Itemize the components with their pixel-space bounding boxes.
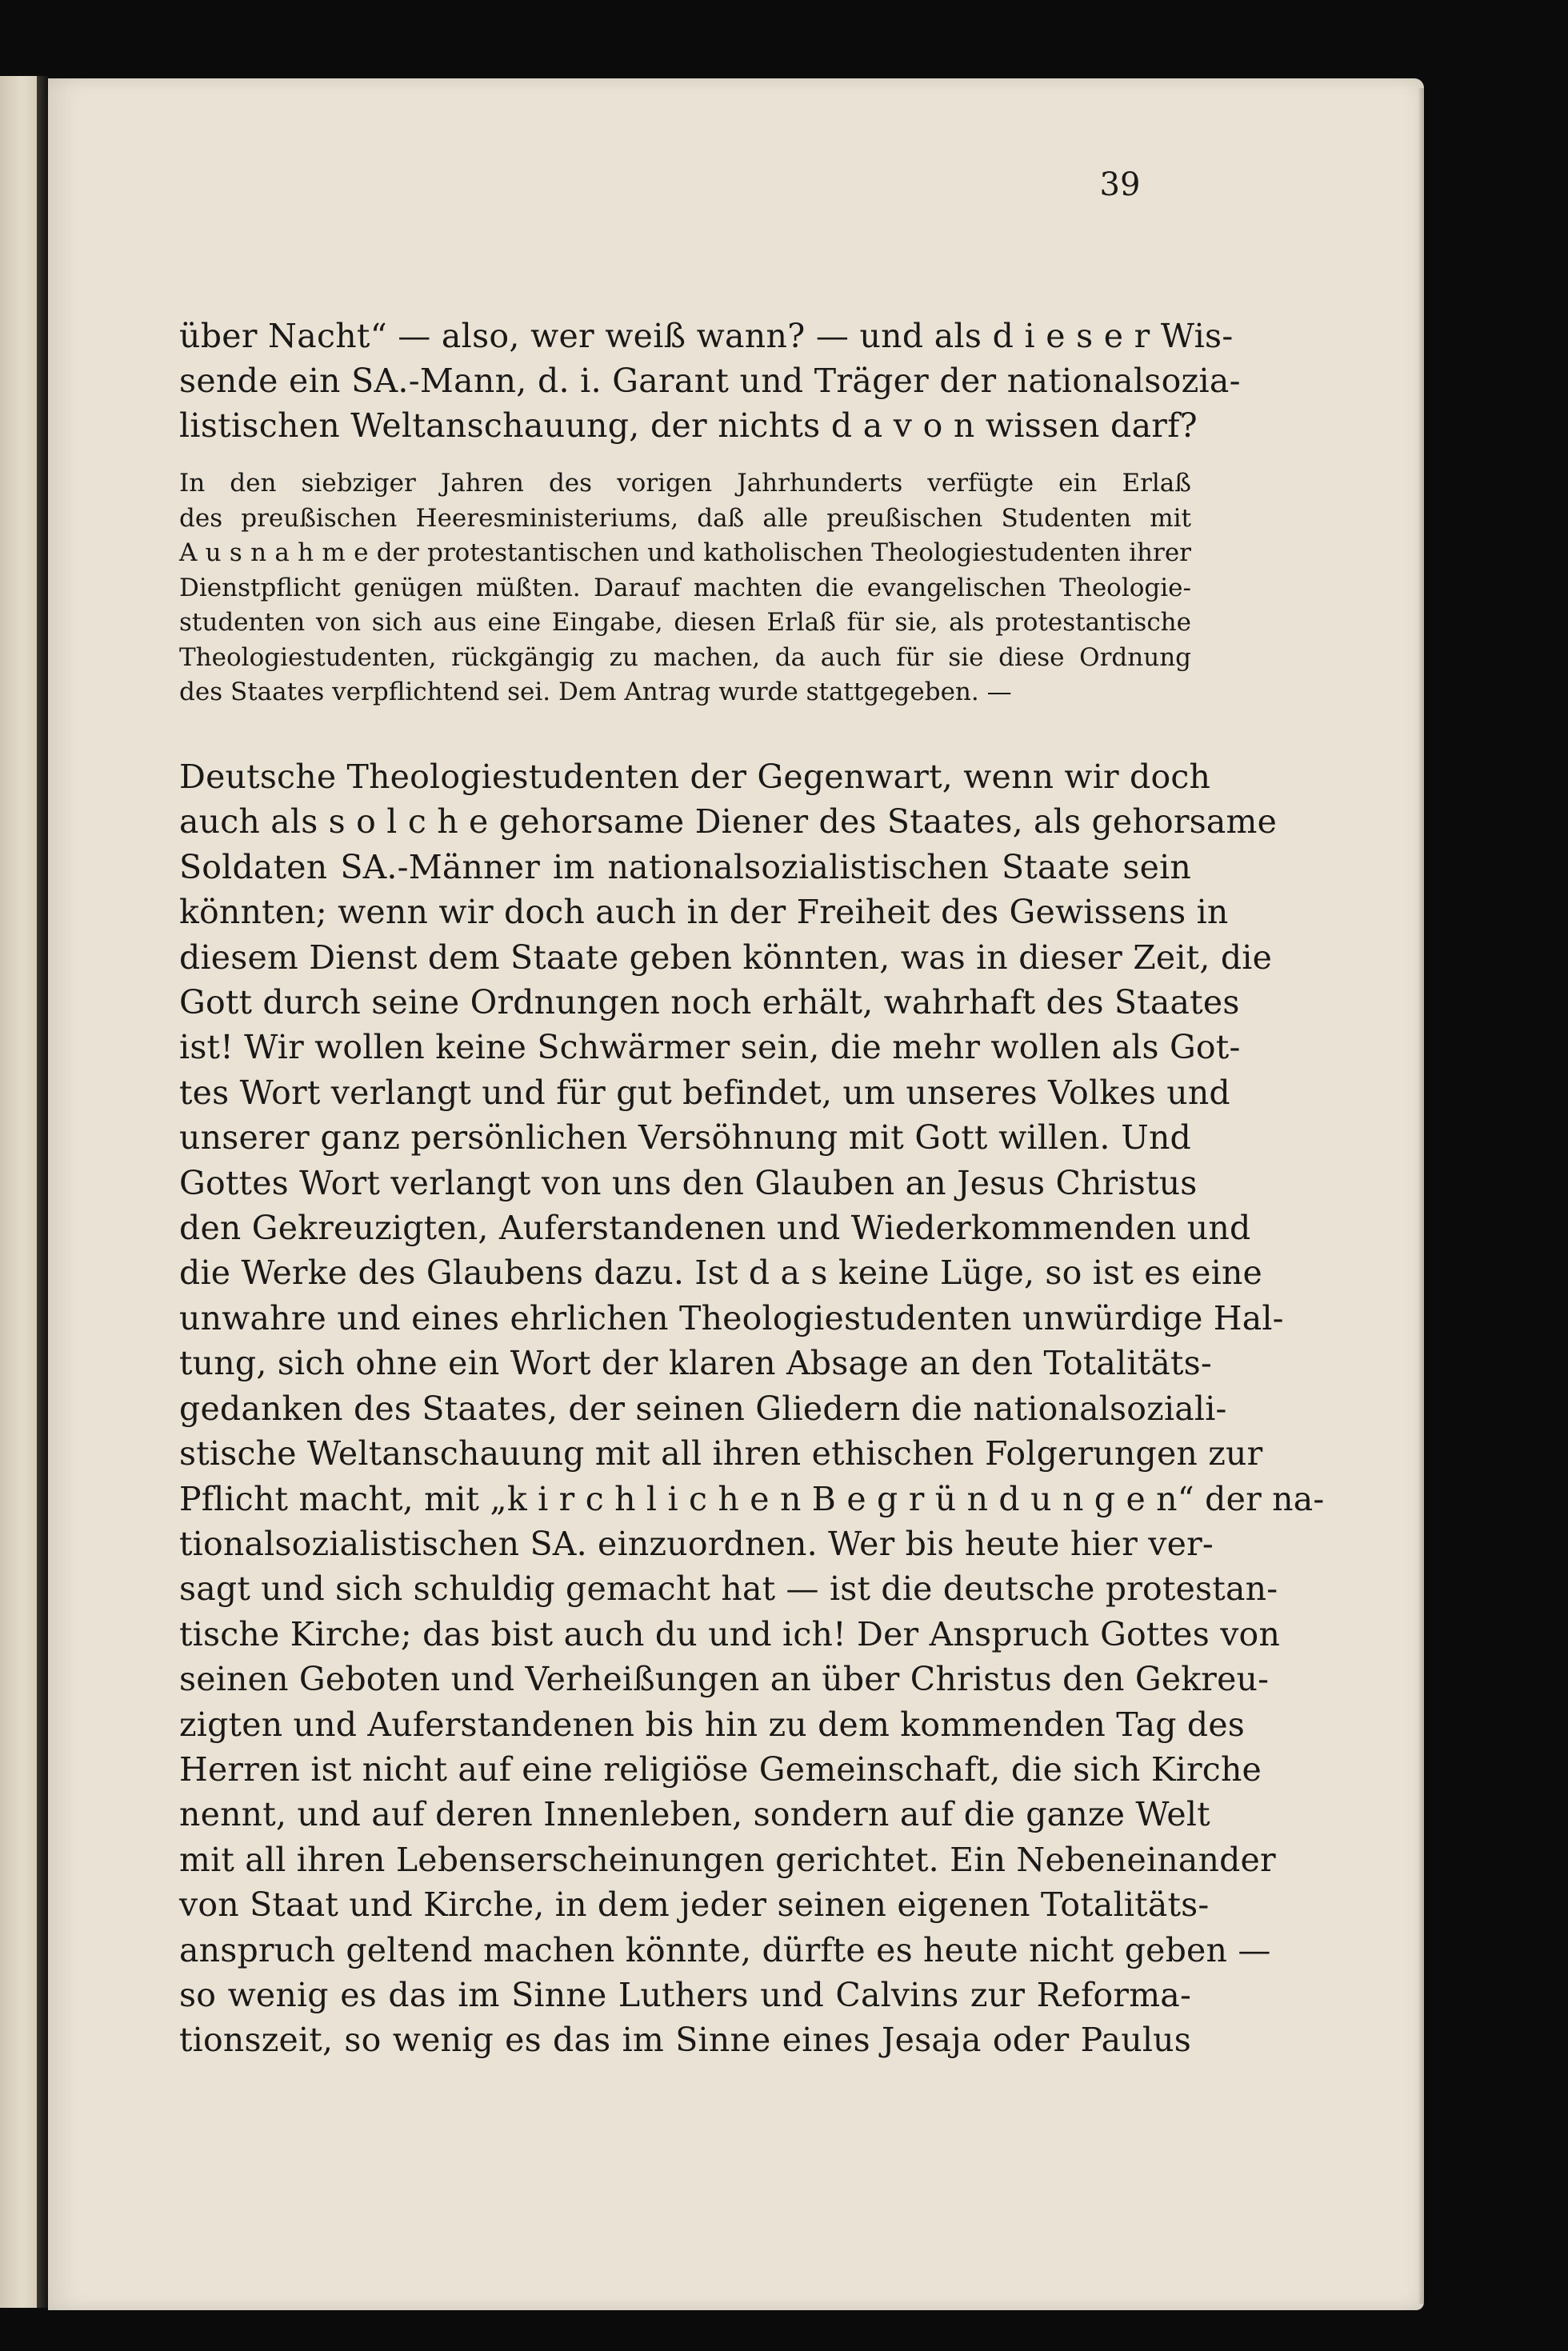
text-line: über Nacht“ — also, wer weiß wann? — und als d i e s e r Wis- [179, 317, 1234, 355]
text-line: Dienstpflicht genügen müßten. Darauf machten die evangelischen Theologie- [179, 573, 1191, 602]
text-line: A u s n a h m e der protestantischen und katholischen Theologiestudenten ihrer [179, 538, 1191, 567]
book-gutter [37, 76, 48, 2308]
text-line: sende ein SA.-Mann, d. i. Garant und Träger der nationalsozia- [179, 362, 1241, 400]
footnote-paragraph [179, 466, 1191, 710]
text-line: ist! Wir wollen keine Schwärmer sein, die mehr wollen als Got- [179, 1028, 1241, 1067]
text-line: auch als s o l c h e gehorsame Diener des Staates, als gehorsame [179, 802, 1278, 842]
text-line: könnten; wenn wir doch auch in der Freiheit des Gewissens in [179, 893, 1229, 932]
text-line: studenten von sich aus eine Eingabe, diesen Erlaß für sie, als protestantische [179, 608, 1191, 637]
text-line: Herren ist nicht auf eine religiöse Gemeinschaft, die sich Kirche [179, 1749, 1262, 1789]
text-line: sagt und sich schuldig gemacht hat — ist die deutsche protestan- [179, 1569, 1278, 1609]
text-line: Soldaten SA.-Männer im nationalsozialistischen Staate sein [179, 847, 1191, 886]
intro-paragraph [179, 314, 1241, 448]
text-line: In den siebziger Jahren des vorigen Jahrhunderts verfügte ein Erlaß [179, 469, 1191, 498]
text-line: nennt, und auf deren Innenleben, sondern auf die ganze Welt [179, 1795, 1210, 1834]
text-line: tung, sich ohne ein Wort der klaren Absage an den Totalitäts- [179, 1344, 1212, 1383]
text-line: des Staates verpflichtend sei. Dem Antrag wurde stattgegeben. — [179, 678, 1012, 706]
text-line: Gottes Wort verlangt von uns den Glauben an Jesus Christus [179, 1163, 1198, 1202]
text-line: Pflicht macht, mit „k i r c h l i c h e n B e g r ü n d u n g e n“ der na- [179, 1479, 1325, 1518]
text-line: von Staat und Kirche, in dem jeder seinen eigenen Totalitäts- [179, 1885, 1210, 1925]
text-line: den Gekreuzigten, Auferstandenen und Wiederkommenden und [179, 1209, 1251, 1248]
text-line: tionszeit, so wenig es das im Sinne eines Jesaja oder Paulus [179, 2021, 1191, 2060]
text-line: diesem Dienst dem Staate geben könnten, was in dieser Zeit, die [179, 938, 1273, 977]
text-line: listischen Weltanschauung, der nichts d a v o n wissen darf? [179, 406, 1198, 445]
text-line: seinen Geboten und Verheißungen an über Christus den Gekreu- [179, 1660, 1270, 1699]
text-line: tische Kirche; das bist auch du und ich! Der Anspruch Gottes von [179, 1614, 1281, 1653]
text-line: Deutsche Theologiestudenten der Gegenwart, wenn wir doch [179, 758, 1211, 796]
text-line: die Werke des Glaubens dazu. Ist d a s keine Lüge, so ist es eine [179, 1253, 1263, 1293]
text-line: stische Weltanschauung mit all ihren ethischen Folgerungen zur [179, 1434, 1263, 1473]
text-line: gedanken des Staates, der seinen Gliedern die nationalsoziali- [179, 1389, 1227, 1428]
text-line: so wenig es das im Sinne Luthers und Calvins zur Reforma- [179, 1975, 1191, 2014]
text-line: unserer ganz persönlichen Versöhnung mit Gott willen. Und [179, 1118, 1191, 1158]
text-line: tes Wort verlangt und für gut befindet, um unseres Volkes und [179, 1073, 1230, 1112]
text-line: mit all ihren Lebenserscheinungen gerichtet. Ein Nebeneinander [179, 1840, 1276, 1879]
text-line: des preußischen Heeresministeriums, daß alle preußischen Studenten mit [179, 503, 1191, 533]
text-line: tionalsozialistischen SA. einzuordnen. Wer bis heute hier ver- [179, 1524, 1214, 1563]
text-line: Gott durch seine Ordnungen noch erhält, wahrhaft des Staates [179, 983, 1240, 1022]
page-number: 39 [1099, 166, 1141, 203]
text-line: unwahre und eines ehrlichen Theologiestudenten unwürdige Hal- [179, 1298, 1284, 1337]
main-paragraph [179, 754, 1325, 2063]
text-line: anspruch geltend machen könnte, dürfte es heute nicht geben — [179, 1930, 1271, 1969]
page-edge-shadow [1418, 88, 1426, 2304]
text-line: zigten und Auferstandenen bis hin zu dem kommenden Tag des [179, 1705, 1246, 1744]
left-page-edge [0, 76, 39, 2308]
text-line: Theologiestudenten, rückgängig zu machen, da auch für sie diese Ordnung [179, 642, 1191, 672]
